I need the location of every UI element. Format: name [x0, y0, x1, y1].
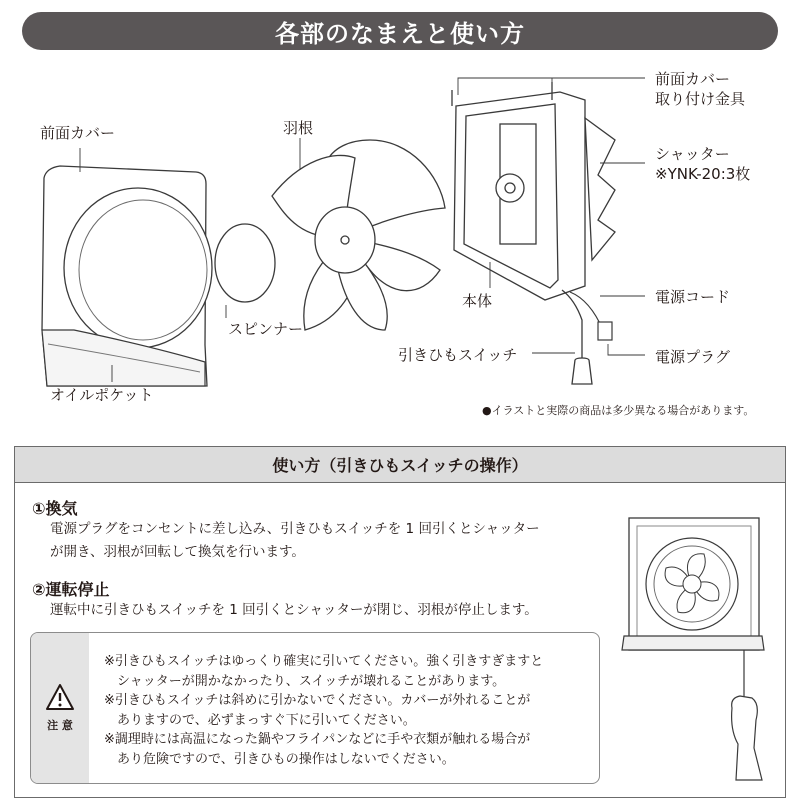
label-front-cover: 前面カバー — [40, 124, 116, 142]
blade-illustration — [272, 140, 445, 330]
caution-label: 注 意 — [47, 719, 73, 732]
label-body: 本体 — [462, 292, 493, 310]
label-shutter-line2: ※YNK-20:3枚 — [655, 165, 751, 183]
pull-switch-knob — [572, 358, 592, 384]
caution-line: ※調理時には高温になった鍋やフライパンなどに手や衣類が触れる場合が — [104, 732, 531, 747]
caution-line: シャッターが開かなかったり、スイッチが壊れることがあります。 — [104, 673, 506, 689]
caution-line: ※引きひもスイッチは斜めに引かないでください。カバーが外れることが — [104, 693, 531, 708]
label-blade: 羽根 — [283, 119, 314, 137]
illustration-note: ●イラストと実際の商品は多少異なる場合があります。 — [482, 404, 755, 417]
text-line: 運転中に引きひもスイッチを 1 回引くとシャッターが閉じ、羽根が停止します。 — [50, 602, 538, 618]
usage-header: 使い方（引きひもスイッチの操作） — [15, 447, 785, 483]
section-stop-text — [50, 599, 538, 622]
body-illustration — [452, 82, 615, 300]
fan-pull-illustration — [612, 508, 782, 788]
label-spinner: スピンナー — [228, 320, 304, 338]
warning-icon — [45, 683, 75, 711]
text-line: 電源プラグをコンセントに差し込み、引きひもスイッチを 1 回引くとシャッター — [50, 521, 540, 537]
caution-line: ありますので、必ずまっすぐ下に引いてください。 — [104, 712, 416, 728]
section-ventilation-text — [50, 518, 540, 564]
spinner-illustration — [215, 224, 275, 302]
label-pull-switch: 引きひもスイッチ — [398, 346, 518, 364]
label-bracket-line1: 前面カバー — [655, 70, 731, 88]
page-title: 各部のなまえと使い方 — [22, 12, 778, 50]
caution-line: ※引きひもスイッチはゆっくり確実に引いてください。強く引きすぎますと — [104, 654, 544, 669]
caution-text — [104, 652, 543, 769]
front-cover-illustration — [42, 166, 212, 386]
section-ventilation-title: ①換気 — [32, 499, 78, 518]
power-plug-illustration — [598, 322, 612, 340]
label-bracket-line2: 取り付け金具 — [655, 90, 746, 108]
label-shutter-line1: シャッター — [655, 145, 730, 163]
label-oil-pocket: オイルポケット — [50, 386, 154, 404]
caution-side — [31, 633, 89, 783]
caution-line: あり危険ですので、引きひもの操作はしないでください。 — [104, 751, 455, 767]
text-line: が開き、羽根が回転して換気を行います。 — [50, 544, 305, 560]
hand-illustration — [732, 696, 762, 780]
label-power-plug: 電源プラグ — [655, 348, 731, 366]
label-power-cord: 電源コード — [655, 288, 731, 306]
section-stop-title: ②運転停止 — [32, 580, 110, 599]
